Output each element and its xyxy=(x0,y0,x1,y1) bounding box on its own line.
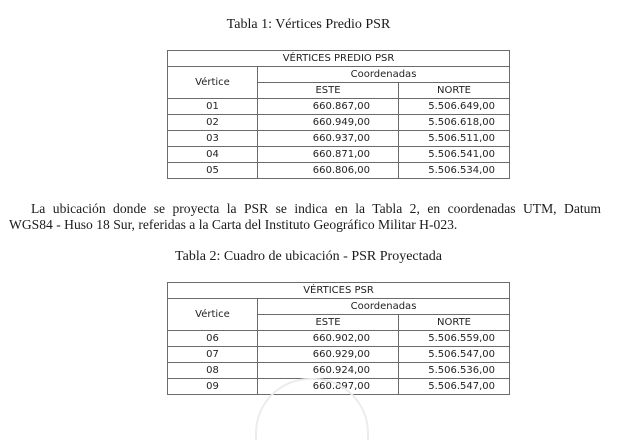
vertice-cell: 04 xyxy=(168,147,258,163)
table1-header-este: ESTE xyxy=(258,83,399,99)
norte-cell: 5.506.649,00 xyxy=(399,99,510,115)
table-row xyxy=(168,331,510,347)
table1-caption: Tabla 1: Vértices Predio PSR xyxy=(226,17,391,32)
table1-header-norte: NORTE xyxy=(399,83,510,99)
este-cell: 660.871,00 xyxy=(258,147,399,163)
table-vertices-psr xyxy=(167,282,510,395)
table1-title: VÉRTICES PREDIO PSR xyxy=(168,51,510,67)
este-cell: 660.924,00 xyxy=(258,363,399,379)
table-row xyxy=(168,163,510,179)
vertice-cell: 03 xyxy=(168,131,258,147)
norte-cell: 5.506.547,00 xyxy=(399,347,510,363)
vertice-cell: 07 xyxy=(168,347,258,363)
este-cell: 660.867,00 xyxy=(258,99,399,115)
vertice-cell: 06 xyxy=(168,331,258,347)
table-vertices-predio xyxy=(167,50,510,179)
norte-cell: 5.506.547,00 xyxy=(399,379,510,395)
paragraph-line-2: WGS84 - Huso 18 Sur, referidas a la Carta del Instituto Geográfico Militar H-023. xyxy=(9,217,458,232)
norte-cell: 5.506.618,00 xyxy=(399,115,510,131)
vertice-cell: 09 xyxy=(168,379,258,395)
location-paragraph xyxy=(9,201,601,233)
table2-header-vertice: Vértice xyxy=(168,299,258,331)
este-cell: 660.937,00 xyxy=(258,131,399,147)
table-row xyxy=(168,131,510,147)
este-cell: 660.806,00 xyxy=(258,163,399,179)
table-row xyxy=(168,99,510,115)
paragraph-line-1: La ubicación donde se proyecta la PSR se indica en la Tabla 2, en coordenadas UTM, Datum xyxy=(31,201,601,216)
table1-header-vertice: Vértice xyxy=(168,67,258,99)
table2-caption: Tabla 2: Cuadro de ubicación - PSR Proyectada xyxy=(175,249,442,264)
este-cell: 660.929,00 xyxy=(258,347,399,363)
vertice-cell: 01 xyxy=(168,99,258,115)
table2-header-este: ESTE xyxy=(258,315,399,331)
vertice-cell: 08 xyxy=(168,363,258,379)
norte-cell: 5.506.536,00 xyxy=(399,363,510,379)
norte-cell: 5.506.559,00 xyxy=(399,331,510,347)
table-row xyxy=(168,115,510,131)
este-cell: 660.897,00 xyxy=(258,379,399,395)
table2-title: VÉRTICES PSR xyxy=(168,283,510,299)
table-row xyxy=(168,347,510,363)
norte-cell: 5.506.534,00 xyxy=(399,163,510,179)
table1-header-coordenadas: Coordenadas xyxy=(258,67,510,83)
vertice-cell: 02 xyxy=(168,115,258,131)
table-row xyxy=(168,147,510,163)
norte-cell: 5.506.511,00 xyxy=(399,131,510,147)
este-cell: 660.949,00 xyxy=(258,115,399,131)
table2-header-norte: NORTE xyxy=(399,315,510,331)
vertice-cell: 05 xyxy=(168,163,258,179)
table2-header-coordenadas: Coordenadas xyxy=(258,299,510,315)
este-cell: 660.902,00 xyxy=(258,331,399,347)
norte-cell: 5.506.541,00 xyxy=(399,147,510,163)
table-row xyxy=(168,363,510,379)
